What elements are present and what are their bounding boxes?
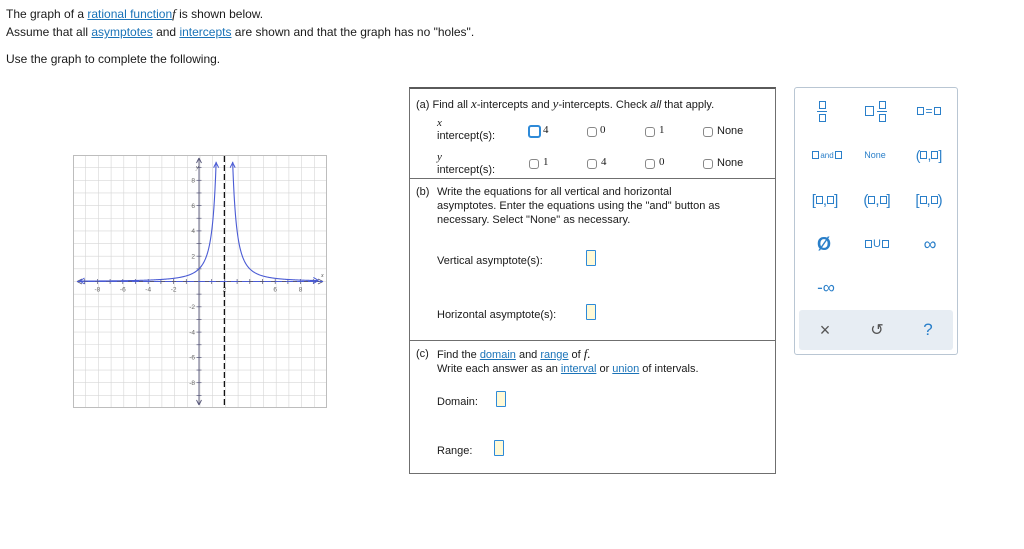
y-intercept-row-label: y intercept(s): <box>437 151 496 176</box>
mixed-number-icon <box>865 101 887 122</box>
horizontal-asymptote-input[interactable] <box>586 304 596 320</box>
x-intercept-option-1-label: 1 <box>659 124 665 136</box>
closed-open-interval-button[interactable]: [ , ) <box>915 191 943 209</box>
closed-interval-button[interactable]: [ , ] <box>811 191 839 209</box>
help-icon[interactable]: ? <box>923 320 933 339</box>
x-intercept-none-label: None <box>717 125 744 137</box>
part-b-prompt: Write the equations for all vertical and horizontal asymptotes. Enter the equations using the "and" button as necessary. Select "None" as necessary. <box>437 186 720 226</box>
intro-instruction: Use the graph to complete the following. <box>6 52 221 66</box>
part-c-prompt: Find the domain and range of f. Write each answer as an interval or union of intervals. <box>437 346 699 375</box>
x-tick-label: -8 <box>94 286 101 294</box>
x-tick-label: -2 <box>170 286 177 294</box>
problem-intro <box>6 5 474 41</box>
x-tick-label: -4 <box>145 286 152 294</box>
x-intercept-option-4-label: 4 <box>543 124 549 136</box>
x-intercept-option-0-checkbox[interactable] <box>587 127 597 137</box>
mixed-number-button[interactable] <box>859 96 893 126</box>
intercepts-link[interactable]: intercepts <box>179 25 232 39</box>
infinity-button[interactable]: ∞ <box>923 233 937 254</box>
range-link[interactable]: range <box>540 349 569 361</box>
undo-icon[interactable]: ↺ <box>870 322 884 339</box>
y-tick-label: -4 <box>189 329 195 337</box>
y-tick-label: 6 <box>191 202 195 210</box>
curve-right-branch <box>233 162 319 281</box>
clear-icon[interactable]: × <box>819 319 831 340</box>
question-panel <box>409 87 776 474</box>
section-divider <box>410 340 775 341</box>
y-tick-label: 8 <box>191 177 195 185</box>
asymptotes-link[interactable]: asymptotes <box>91 25 153 39</box>
open-closed-interval-button[interactable]: ( , ] <box>863 191 891 209</box>
domain-label: Domain: <box>437 396 478 408</box>
y-tick-label: -2 <box>189 304 195 312</box>
fraction-button[interactable] <box>811 96 833 126</box>
curve-left-branch <box>80 162 217 281</box>
y-tick-label: -8 <box>189 380 195 387</box>
x-tick-label: -6 <box>119 286 126 294</box>
part-a-prompt: (a) Find all x-intercepts and y-intercepts. Check all that apply. <box>416 96 715 111</box>
rational-function-link[interactable]: rational function <box>87 7 173 21</box>
and-button[interactable]: and <box>803 144 851 166</box>
y-intercept-option-4-checkbox[interactable] <box>587 159 597 169</box>
y-intercept-option-1-label: 1 <box>543 156 549 168</box>
open-interval-left-closed-button[interactable]: ( , ] <box>915 147 943 163</box>
x-intercept-option-0-label: 0 <box>600 124 606 136</box>
domain-input[interactable] <box>496 391 506 407</box>
union-button[interactable]: U <box>857 232 897 256</box>
x-intercept-none-checkbox[interactable] <box>703 127 713 137</box>
y-intercept-option-0-label: 0 <box>659 156 665 168</box>
domain-link[interactable]: domain <box>479 349 516 361</box>
section-divider <box>410 178 775 179</box>
y-intercept-none-label: None <box>717 157 744 169</box>
empty-set-button[interactable]: Ø <box>816 233 831 254</box>
range-input[interactable] <box>494 440 504 456</box>
equals-button[interactable]: = <box>909 100 949 122</box>
none-button[interactable]: None <box>864 150 886 160</box>
union-link[interactable]: union <box>612 363 640 375</box>
y-tick-label: -6 <box>189 354 195 362</box>
intro-line-1: The graph of a rational functionf is shown below. <box>6 6 264 21</box>
y-tick-label: 2 <box>191 253 195 261</box>
interval-link[interactable]: interval <box>560 363 597 375</box>
palette-action-bar <box>799 310 953 350</box>
x-axis-label: x <box>321 273 324 279</box>
math-palette <box>794 87 958 355</box>
part-b-label: (b) <box>416 186 430 198</box>
horizontal-asymptote-label: Horizontal asymptote(s): <box>437 309 557 321</box>
negative-infinity-button[interactable]: -∞ <box>817 278 835 297</box>
x-intercept-option-4-checkbox[interactable] <box>528 125 541 138</box>
y-intercept-none-checkbox[interactable] <box>703 159 713 169</box>
y-intercept-option-0-checkbox[interactable] <box>645 159 655 169</box>
x-tick-label: 6 <box>273 286 278 294</box>
part-c-label: (c) <box>416 348 429 360</box>
function-graph <box>73 155 327 408</box>
range-label: Range: <box>437 445 473 457</box>
vertical-asymptote-input[interactable] <box>586 250 596 266</box>
y-intercept-option-4-label: 4 <box>601 156 607 168</box>
vertical-asymptote-label: Vertical asymptote(s): <box>437 255 543 267</box>
y-intercept-option-1-checkbox[interactable] <box>529 159 539 169</box>
fraction-icon <box>817 101 827 122</box>
x-tick-label: 2 <box>222 286 227 294</box>
y-tick-label: 4 <box>191 228 195 236</box>
x-intercept-row-label: x intercept(s): <box>437 117 496 142</box>
y-axis-label: y <box>196 165 199 171</box>
intro-line-2: Assume that all asymptotes and intercepts are shown and that the graph has no "holes". <box>6 25 475 39</box>
x-intercept-option-1-checkbox[interactable] <box>645 127 655 137</box>
x-tick-label: 8 <box>298 286 303 294</box>
